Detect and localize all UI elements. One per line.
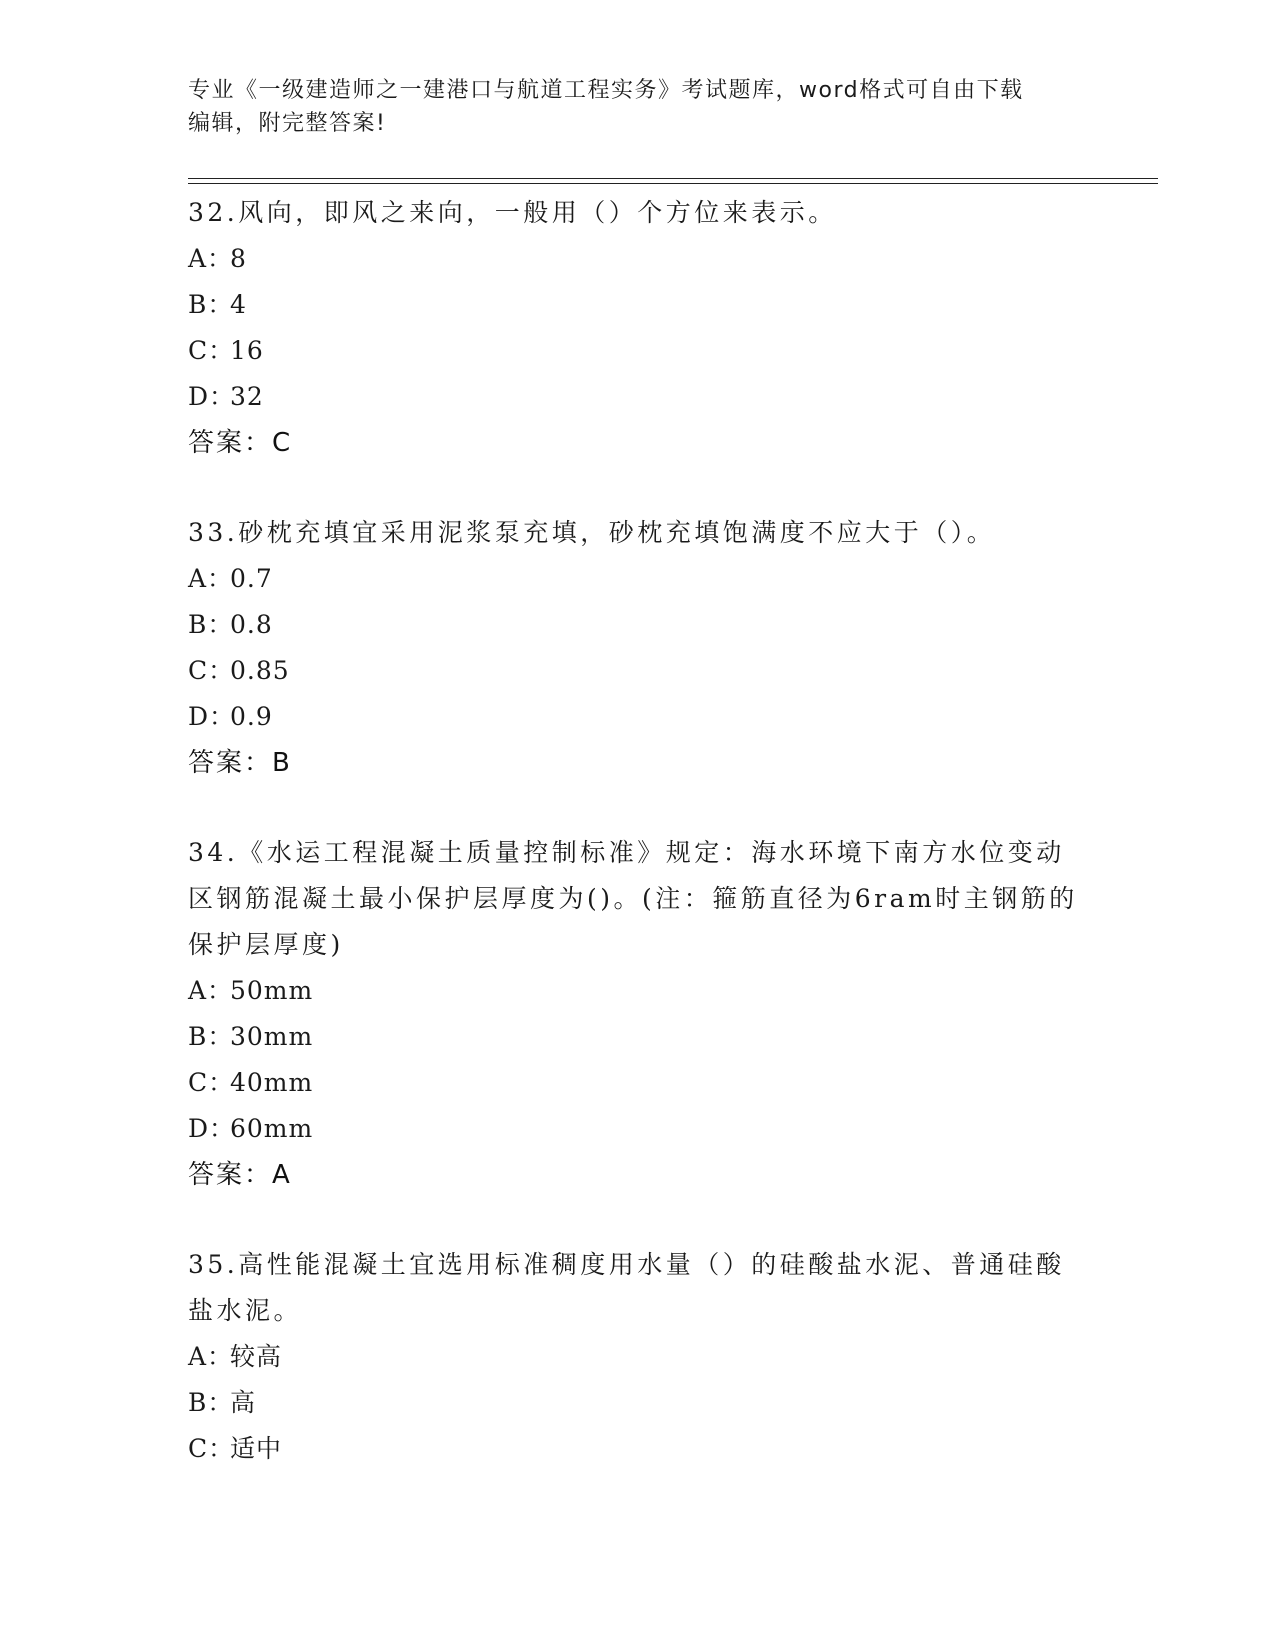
option-key: C： bbox=[188, 336, 235, 365]
question-spacer bbox=[188, 1198, 1088, 1242]
option-text: 16 bbox=[230, 336, 264, 365]
option-b bbox=[188, 1014, 1088, 1060]
option-d bbox=[188, 374, 1088, 420]
option-text: 0.9 bbox=[230, 702, 273, 731]
option-key: B： bbox=[188, 1022, 234, 1051]
option-text: 8 bbox=[230, 244, 247, 273]
question-stem: 33.砂枕充填宜采用泥浆泵充填，砂枕充填饱满度不应大于（）。 bbox=[188, 518, 996, 547]
option-key: D： bbox=[188, 382, 236, 411]
option-d bbox=[188, 1106, 1088, 1152]
option-c bbox=[188, 328, 1088, 374]
header-divider-bottom bbox=[188, 183, 1158, 184]
option-text: 32 bbox=[230, 382, 264, 411]
answer-line: 答案：B bbox=[188, 748, 292, 778]
question-stem: 32.风向，即风之来向，一般用（）个方位来表示。 bbox=[188, 198, 837, 227]
option-key: A： bbox=[188, 1342, 234, 1371]
question-35 bbox=[188, 1242, 1088, 1472]
option-text: 50mm bbox=[230, 976, 314, 1005]
question-stem: 34.《水运工程混凝土质量控制标准》规定：海水环境下南方水位变动区钢筋混凝土最小保护层厚度为()。(注：箍筋直径为6ram时主钢筋的保护层厚度) bbox=[188, 838, 1078, 959]
option-a bbox=[188, 968, 1088, 1014]
question-spacer bbox=[188, 786, 1088, 830]
option-text: 0.8 bbox=[230, 610, 273, 639]
option-text: 60mm bbox=[230, 1114, 314, 1143]
header-line-2: 编辑，附完整答案! bbox=[188, 111, 387, 136]
option-key: C： bbox=[188, 1068, 235, 1097]
option-b bbox=[188, 282, 1088, 328]
option-key: B： bbox=[188, 290, 234, 319]
option-a bbox=[188, 236, 1088, 282]
option-b bbox=[188, 602, 1088, 648]
option-text: 较高 bbox=[230, 1342, 283, 1371]
option-text: 30mm bbox=[230, 1022, 314, 1051]
option-text: 高 bbox=[230, 1388, 257, 1417]
option-c bbox=[188, 648, 1088, 694]
question-spacer bbox=[188, 466, 1088, 510]
header-line-1: 专业《一级建造师之一建港口与航道工程实务》考试题库，word格式可自由下载 bbox=[188, 78, 1024, 103]
option-a bbox=[188, 556, 1088, 602]
option-c bbox=[188, 1060, 1088, 1106]
option-key: A： bbox=[188, 976, 234, 1005]
option-key: A： bbox=[188, 564, 234, 593]
option-key: C： bbox=[188, 656, 235, 685]
option-d bbox=[188, 694, 1088, 740]
option-text: 0.85 bbox=[230, 656, 290, 685]
option-c bbox=[188, 1426, 1088, 1472]
question-33 bbox=[188, 510, 1088, 786]
answer-line: 答案：C bbox=[188, 428, 293, 458]
option-key: B： bbox=[188, 1388, 234, 1417]
answer-line: 答案：A bbox=[188, 1160, 292, 1190]
option-text: 适中 bbox=[230, 1434, 283, 1463]
option-key: C： bbox=[188, 1434, 235, 1463]
option-text: 40mm bbox=[230, 1068, 314, 1097]
question-32 bbox=[188, 190, 1088, 466]
option-b bbox=[188, 1380, 1088, 1426]
option-key: D： bbox=[188, 1114, 236, 1143]
option-text: 0.7 bbox=[230, 564, 273, 593]
option-key: A： bbox=[188, 244, 234, 273]
option-text: 4 bbox=[230, 290, 247, 319]
option-a bbox=[188, 1334, 1088, 1380]
header-divider-top bbox=[188, 178, 1158, 179]
question-34 bbox=[188, 830, 1088, 1198]
document-header bbox=[188, 74, 1068, 140]
option-key: B： bbox=[188, 610, 234, 639]
option-key: D： bbox=[188, 702, 236, 731]
question-stem: 35.高性能混凝土宜选用标准稠度用水量（）的硅酸盐水泥、普通硅酸盐水泥。 bbox=[188, 1250, 1065, 1325]
question-list bbox=[188, 190, 1088, 1472]
